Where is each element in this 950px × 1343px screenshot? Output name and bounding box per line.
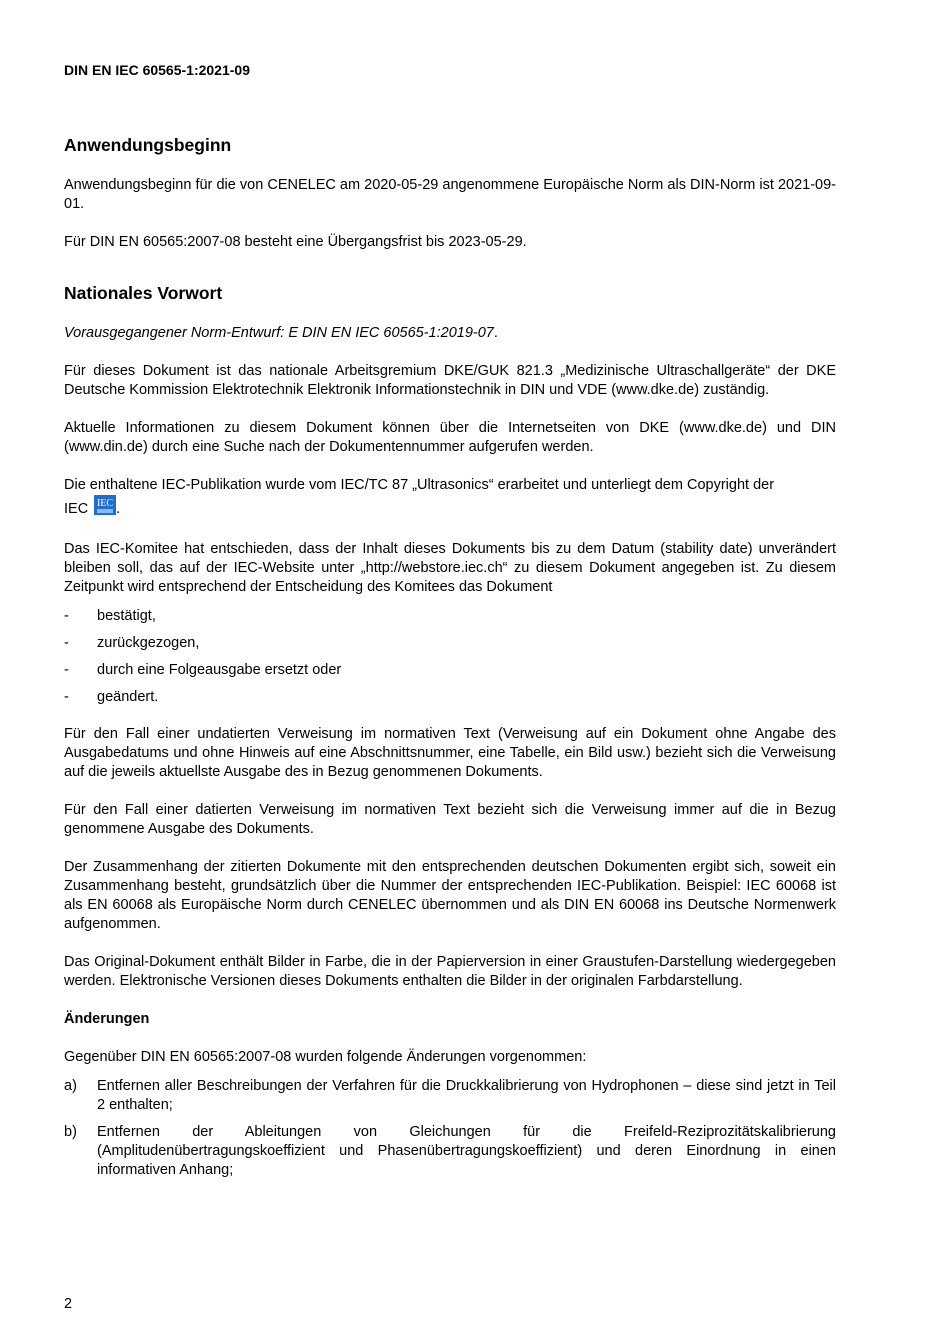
section-title-anwendungsbeginn: Anwendungsbeginn — [64, 135, 232, 155]
paragraph: Für dieses Dokument ist das nationale Arbeitsgremium DKE/GUK 821.3 „Medizinische Ultraschallgeräte“ der DKE Deutsche Kommission Elektrotechnik Elektronik Informationstechnik in DIN und VDE (www.dke.de) zuständig. — [64, 363, 836, 398]
changes-list — [64, 1077, 836, 1180]
list-item: b) Entfernen der Ableitungen von Gleichungen für die Freifeld-Reziprozitätskalibrierung (Amplitudenübertragungskoeffizient und Phasenübertragungskoeffizient) und deren Einordnung in einen informativen Anhang; — [64, 1124, 836, 1178]
draft-reference: Vorausgegangener Norm-Entwurf: E DIN EN IEC 60565-1:2019-07 — [64, 325, 494, 341]
iec-text: IEC — [64, 501, 89, 517]
page-number: 2 — [64, 1296, 73, 1312]
paragraph: Für den Fall einer datierten Verweisung im normativen Text bezieht sich die Verweisung immer auf die in Bezug genommene Ausgabe des Dokuments. — [64, 802, 836, 837]
section-title-aenderungen: Änderungen — [64, 1011, 150, 1027]
paragraph-iec-copyright — [64, 495, 836, 521]
paragraph: Aktuelle Informationen zu diesem Dokument können über die Internetseiten von DKE (www.dke.de) und DIN (www.din.de) durch eine Suche nach der Dokumentennummer aufgerufen werden. — [64, 420, 836, 455]
draft-reference-end: . — [493, 325, 498, 341]
list-item: a) Entfernen aller Beschreibungen der Verfahren für die Druckkalibrierung von Hydrophonen – diese sind jetzt in Teil 2 enthalten; — [64, 1078, 836, 1113]
paragraph: Das Original-Dokument enthält Bilder in Farbe, die in der Papierversion in einer Graustufen-Darstellung wiedergegeben werden. Elektronische Versionen dieses Dokuments enthalten die Bilder in der originalen Farbdarstellung. — [64, 954, 836, 989]
iec-text-end: . — [116, 501, 121, 517]
section-title-nationales-vorwort: Nationales Vorwort — [64, 283, 223, 303]
paragraph: Der Zusammenhang der zitierten Dokumente mit den entsprechenden deutschen Dokumenten ergibt sich, soweit ein Zusammenhang besteht, grundsätzlich über die Nummer der entsprechenden IEC-Publikation. Beispiel: IEC 60068 ist als EN 60068 als Europäische Norm durch CENELEC übernommen und als DIN EN 60068 ins Deutsche Normenwerk aufgenommen. — [64, 859, 836, 932]
list-item: - geändert. — [64, 689, 159, 705]
list-item: - durch eine Folgeausgabe ersetzt oder — [64, 662, 342, 678]
iec-logo-text: IEC — [97, 498, 114, 509]
paragraph: Anwendungsbeginn für die von CENELEC am 2020-05-29 angenommene Europäische Norm als DIN-Norm ist 2021-09-01. — [64, 177, 836, 212]
document-header: DIN EN IEC 60565-1:2021-09 — [64, 62, 250, 78]
list-item: - bestätigt, — [64, 608, 156, 624]
paragraph: Für den Fall einer undatierten Verweisung im normativen Text (Verweisung auf ein Dokument ohne Angabe des Ausgabedatums und ohne Hinweis auf eine Abschnittsnummer, eine Tabelle, ein Bild usw.) bezieht sich die Verweisung auf die jeweils aktuellste Ausgabe des in Bezug genommenen Dokuments. — [64, 726, 836, 780]
status-list — [64, 607, 836, 707]
document-body — [64, 134, 836, 1188]
iec-logo-icon — [94, 495, 116, 521]
paragraph: Für DIN EN 60565:2007-08 besteht eine Übergangsfrist bis 2023-05-29. — [64, 234, 527, 250]
paragraph-draft-reference — [64, 324, 836, 343]
paragraph: Gegenüber DIN EN 60565:2007-08 wurden folgende Änderungen vorgenommen: — [64, 1049, 587, 1065]
paragraph: Die enthaltene IEC-Publikation wurde vom IEC/TC 87 „Ultrasonics“ erarbeitet und unterliegt dem Copyright der — [64, 477, 775, 493]
list-item: - zurückgezogen, — [64, 635, 200, 651]
paragraph: Das IEC-Komitee hat entschieden, dass der Inhalt dieses Dokuments bis zu dem Datum (stability date) unverändert bleiben soll, das auf der IEC-Website unter „http://webstore.iec.ch“ zu diesem Dokument angegeben ist. Zu diesem Zeitpunkt wird entsprechend der Entscheidung des Komitees das Dokument — [64, 541, 836, 595]
